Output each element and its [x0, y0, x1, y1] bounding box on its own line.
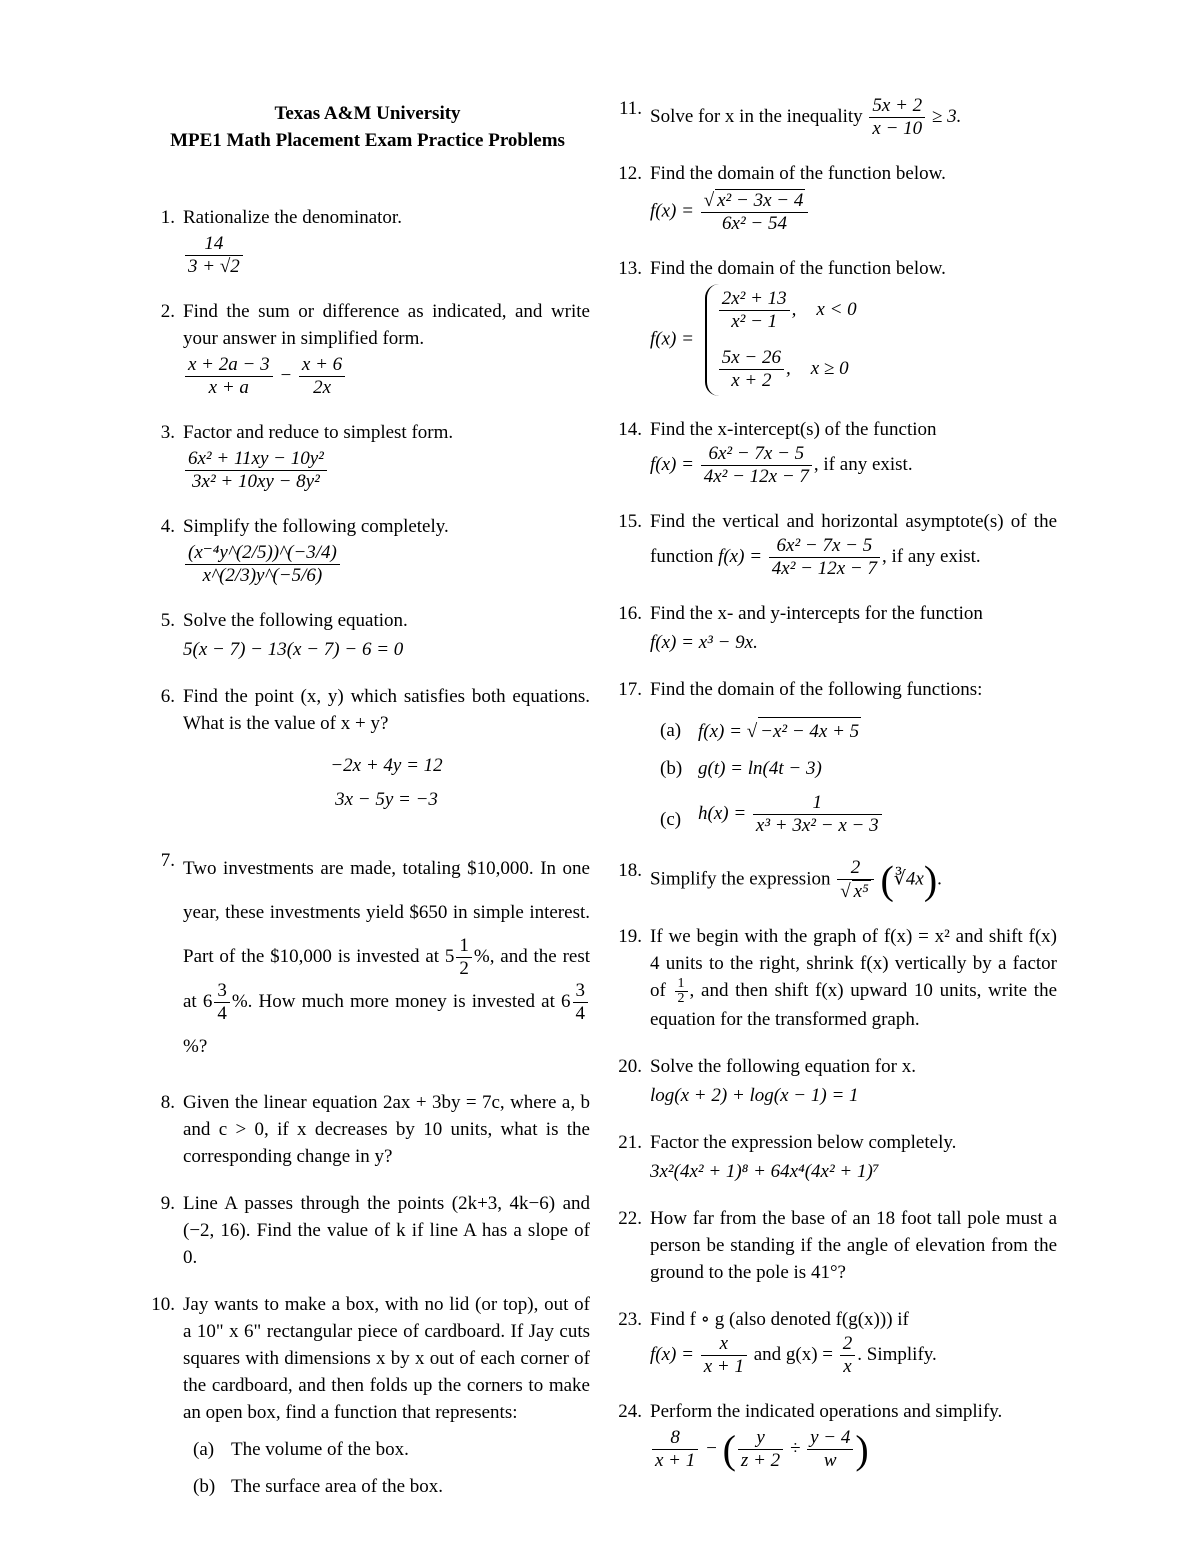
problem-8: [145, 1089, 590, 1170]
problem-19: [612, 923, 1057, 1033]
problem-text: Two investments are made, totaling $10,000. In one year, these investments yield $650 in simple interest. Part of the $10,000 is invested at 5 $\frac{1}{2}$ %, and the rest at 6 $\frac{3}{4}$ %. How much more money is invested at 6 $\frac{3}{4}$ %?: [183, 858, 591, 1058]
problem-number: 8.: [160, 1092, 175, 1114]
expression: f(x) = $\frac{\text{√ x² − 3x − 4}}{\text{6x² − 54}}$: [650, 189, 1057, 235]
problem-13: [612, 255, 1057, 396]
problem-text: Jay wants to make a box, with no lid (or top), out of a 10" x 6" rectangular piece of cardboard. If Jay cuts squares with dimensions x by x out of each corner of the cardboard, and then folds up the corners to make an open box, find a function that represents:: [183, 1294, 590, 1424]
part-a: (a) The volume of the box.: [193, 1439, 409, 1461]
problem-text: Simplify the expression: [650, 868, 831, 890]
problem-text: Find the domain of the function below.: [650, 163, 946, 184]
problem-text: Factor the expression below completely.: [650, 1132, 957, 1154]
problem-22: [612, 1205, 1057, 1286]
problem-number: 16.: [618, 603, 642, 624]
fraction: $\frac{14}{3 + √2}$: [185, 233, 243, 278]
problem-text: Find the point (x, y) which satisfies both equations. What is the value of x + y?: [183, 686, 590, 734]
problem-text: Find f ∘ g (also denoted f(g(x))) if: [650, 1309, 909, 1331]
problem-number: 19.: [618, 926, 642, 947]
equation-1: −2x + 4y = 12: [330, 755, 443, 776]
problem-number: 4.: [160, 516, 175, 537]
problem-number: 11.: [618, 98, 642, 119]
problem-text: Perform the indicated operations and simplify.: [650, 1401, 1003, 1423]
problem-text: Rationalize the denominator.: [183, 207, 402, 228]
document-header: [145, 100, 590, 154]
page-subtitle: MPE1 Math Placement Exam Practice Problems: [170, 130, 565, 151]
problem-number: 7.: [160, 850, 175, 871]
part-a: (a) f(x) = √ −x² − 4x + 5: [650, 717, 1057, 745]
problem-21: [612, 1129, 1057, 1185]
part-b: (b) The surface area of the box.: [193, 1476, 444, 1498]
problem-number: 2.: [160, 301, 175, 322]
problem-15: 15. Find the vertical and horizontal asymptote(s) of the function f(x) = $\frac{\text{6x² − 7x − 5}}{\text{4x² − 12x − 7}}$ , if any exist.: [612, 508, 1057, 580]
part-c: (c) h(x) = $\frac{1}{\text{x³ + 3x² − x − 3}}$: [650, 792, 1057, 837]
problem-text: If we begin with the graph of f(x) = x² and shift f(x) 4 units to the right, shrink f(x) vertically by a factor of $\frac{1}{2}$ , and then shift f(x) upward 10 units, write the equation for the transformed graph.: [650, 926, 1058, 1031]
problem-5: [145, 607, 590, 663]
problem-20: [612, 1053, 1057, 1109]
problem-24: [612, 1398, 1057, 1472]
problem-text: Solve the following equation for x.: [650, 1056, 916, 1078]
expression: f(x) = $\frac{\text{6x² − 7x − 5}}{\text{4x² − 12x − 7}}$ , if any exist.: [650, 443, 913, 487]
problem-18: 18. Simplify the expression $\frac{2}{\text{√ x⁵}}$ (∛4x).: [612, 857, 1057, 903]
equation: 5(x − 7) − 13(x − 7) − 6 = 0: [183, 639, 404, 660]
equation: f(x) = x³ − 9x.: [650, 632, 758, 653]
fraction: $\frac{\text{(x⁻⁴y\textasciicircum{}(2/5))\textasciicircum{}(−3/4)}}{x\^{}(2/3)y\^{}(-5/6)}$: [185, 542, 340, 587]
fraction: $\frac{\text{6x² + 11xy − 10y²}}{\text{3x² + 10xy − 8y²}}$: [185, 448, 327, 493]
problem-text: Find the x- and y-intercepts for the function: [650, 603, 983, 624]
problem-text: Find the vertical and horizontal asymptote(s) of the function: [650, 511, 1057, 567]
expression: $\frac{8}{x + 1}$ − ( $\frac{y}{z + 2}$ ÷ $\frac{y - 4}{w}$ ): [650, 1427, 1057, 1472]
problem-number: 3.: [160, 422, 175, 443]
problem-17: [612, 676, 1057, 837]
problem-23: [612, 1306, 1057, 1378]
problem-number: 21.: [618, 1132, 642, 1154]
problem-number: 1.: [160, 207, 175, 228]
problem-number: 18.: [618, 860, 642, 881]
problem-9: [145, 1190, 590, 1271]
expression: f(x) = $\frac{x}{x + 1}$ and g(x) = $\frac{2}{x}$ . Simplify.: [650, 1333, 937, 1378]
right-column: [612, 95, 1057, 1492]
left-column: [145, 100, 590, 1520]
problem-text: Solve the following equation.: [183, 610, 408, 631]
problem-number: 9.: [160, 1193, 175, 1215]
problem-16: [612, 600, 1057, 656]
problem-12: [612, 160, 1057, 235]
problem-number: 23.: [618, 1309, 642, 1331]
problem-14: [612, 416, 1057, 488]
problem-10: [145, 1291, 590, 1500]
equation: log(x + 2) + log(x − 1) = 1: [650, 1085, 859, 1107]
expression: $\frac{x + 2a - 3}{x + a}$ − $\frac{x + 6}{2x}$: [183, 354, 590, 399]
problem-number: 6.: [160, 686, 175, 707]
problem-text: Line A passes through the points (2k+3, 4k−6) and (−2, 16). Find the value of k if line A has a slope of 0.: [183, 1193, 590, 1269]
problem-11: 11. Solve for x in the inequality $\frac{5x + 2}{x - 10}$ ≥ 3.: [612, 95, 1057, 140]
problem-text: Simplify the following completely.: [183, 516, 449, 537]
problem-number: 5.: [160, 610, 175, 631]
problem-2: [145, 298, 590, 399]
problem-text: How far from the base of an 18 foot tall pole must a person be standing if the angle of elevation from the ground to the pole is 41°?: [650, 1208, 1057, 1284]
problem-number: 15.: [618, 511, 642, 532]
problem-number: 13.: [618, 258, 642, 279]
problem-text: Given the linear equation 2ax + 3by = 7c, where a, b and c > 0, if x decreases by 10 units, what is the corresponding change in y?: [183, 1092, 590, 1168]
problem-text: Find the sum or difference as indicated, and write your answer in simplified form.: [183, 301, 590, 349]
problem-1: [145, 204, 590, 278]
equation-2: 3x − 5y = −3: [335, 789, 438, 810]
problem-text: Find the x-intercept(s) of the function: [650, 419, 937, 440]
problem-text: Solve for x in the inequality: [650, 105, 863, 127]
problem-text: Factor and reduce to simplest form.: [183, 422, 454, 443]
problem-number: 14.: [618, 419, 642, 440]
problem-text: Find the domain of the following functions:: [650, 679, 983, 700]
problem-number: 20.: [618, 1056, 642, 1078]
piecewise-function: f(x) = $\frac{\text{2x² + 13}}{\text{x² − 1}}$ , x < 0 $\frac{5x - 26}{x + 2}$ , x ≥ 0: [650, 284, 1057, 396]
problem-number: 22.: [618, 1208, 642, 1230]
problem-text: Find the domain of the function below.: [650, 258, 946, 279]
equation-system: [183, 749, 590, 817]
problem-7: [145, 847, 590, 1069]
fraction: $\frac{5x + 2}{x - 10}$: [869, 95, 925, 140]
part-b: (b) g(t) = ln(4t − 3): [660, 758, 822, 779]
problem-number: 24.: [618, 1401, 642, 1423]
expression: 3x²(4x² + 1)⁸ + 64x⁴(4x² + 1)⁷: [650, 1161, 880, 1183]
problem-number: 12.: [618, 163, 642, 184]
page-title: Texas A&M University: [274, 103, 461, 124]
problem-number: 17.: [618, 679, 642, 700]
problem-3: [145, 419, 590, 493]
problem-number: 10.: [151, 1294, 175, 1316]
problem-4: [145, 513, 590, 587]
problem-6: [145, 683, 590, 817]
